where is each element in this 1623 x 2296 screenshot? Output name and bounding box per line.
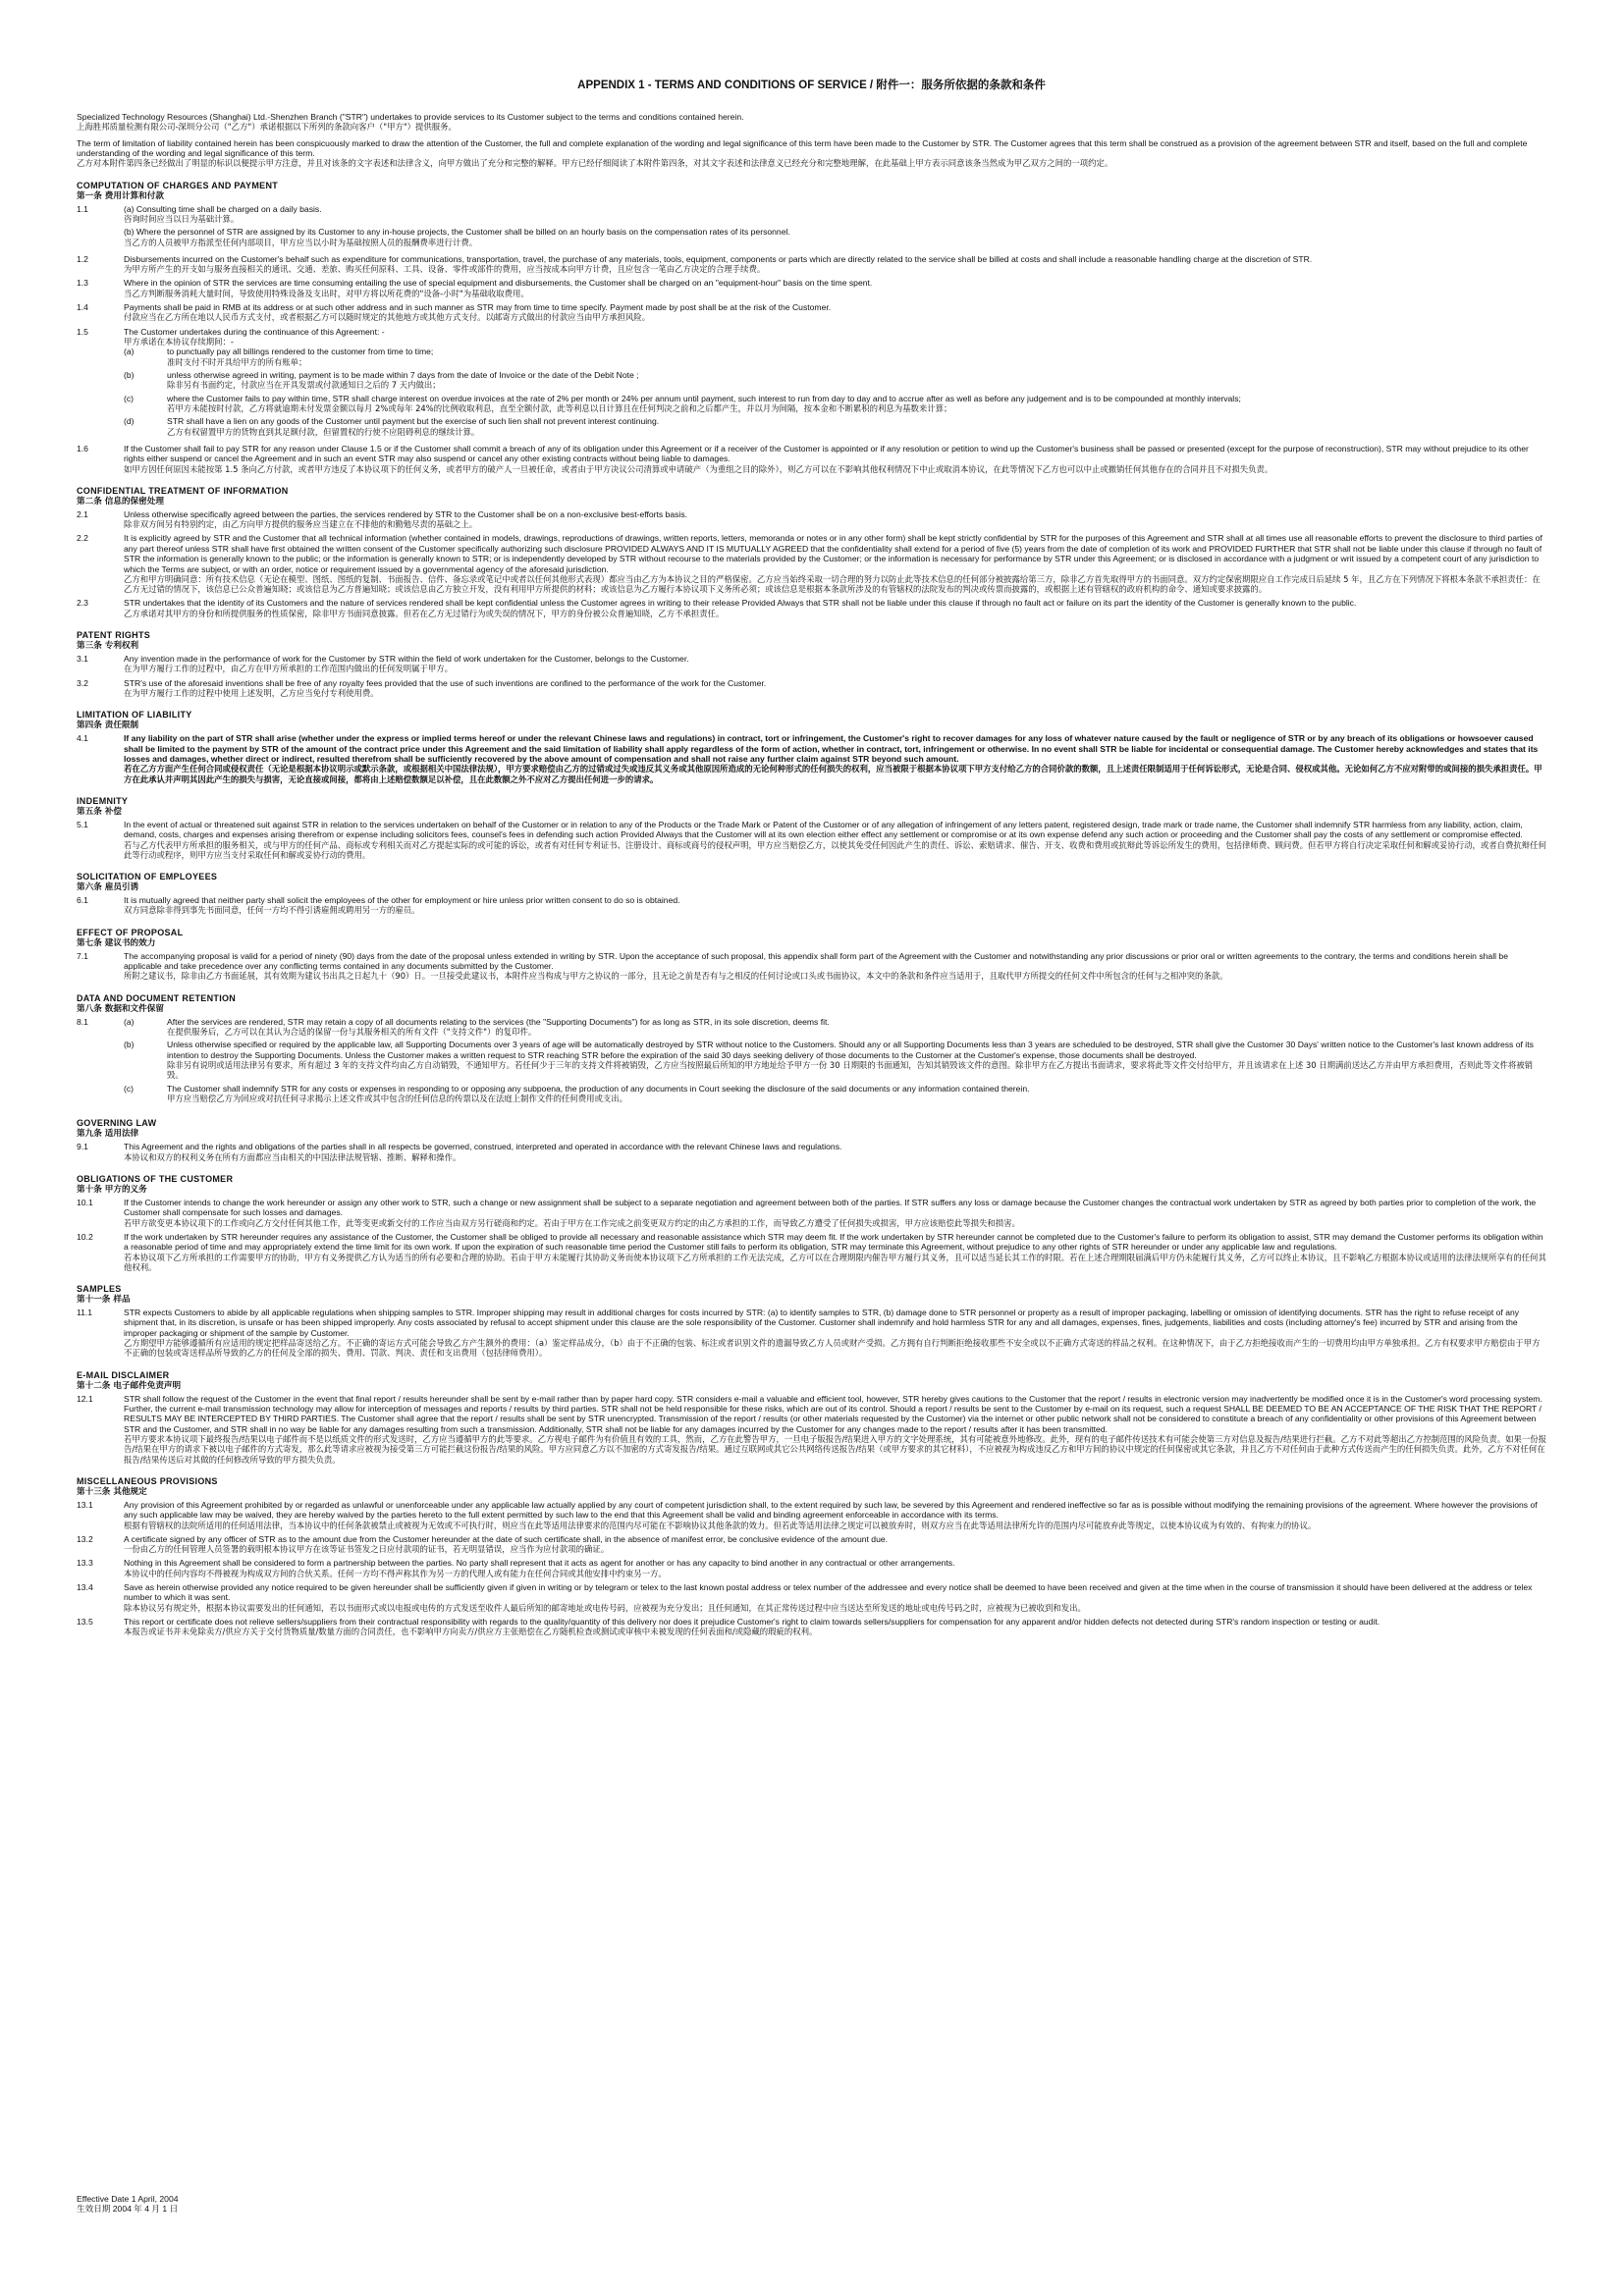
clause [77,1617,1546,1637]
clause-body [124,278,1546,298]
footer [77,2194,179,2215]
sub-clause-text: Unless otherwise specified or required by the applicable law, all Supporting Documents over 3 years of age will be automatically destroyed by STR without notice to the Customers. Should any or all Supporting Documents less than 3 years are scheduled to be destroyed, STR shall give the Customer 30 Days' written notice to the Customer's last known address of its intention to destroy the Supporting Documents. Unless the Customer makes a written request to STR reaching STR before the expiration of the said 30 days seeking delivery of those documents to the Customer at the Customer's expense, those documents shall be destroyed. [167,1040,1534,1060]
clause-text-zh: 乙方期望甲方能够遵循所有应适用的规定把样品寄送给乙方。不正确的寄运方式可能会导致乙方产生额外的费用：（a）鉴定样品成分，（b）由于不正确的包装、标注或者识别文件的遗漏导致乙方人员或财产受损。乙方拥有自行判断拒绝接收那些不安全或以不正确方式寄送的样品之权利。在这种情况下，由于乙方拒绝接收而产生的一切费用均由甲方单独承担。乙方有权要求甲方赔偿由于甲方不正确的包装或寄送样品所导致的乙方的任何及全部的损失、费用、罚款、判决、责任和支出费用（包括律师费用）。 [124,1338,1541,1359]
clause-text-zh: 根据有管辖权的法院所适用的任何适用法律，当本协议中的任何条款被禁止或被视为无效或不可执行时，则应当在此等适用法律要求的范围内尽可能在不影响协议其他条款的效力。但若此等适用法律之规定可以被放弃时，则双方应当在此等适用法律所允许的范围内尽可能放弃此等规定，以使本协议成为有效的、有拘束力的协议。 [124,1520,1317,1530]
clause-body [124,820,1546,860]
clause-text-zh: 为甲方所产生的开支如与服务直接相关的通讯、交通、差旅、购买任何原料、工具、设备、零件或部件的费用，应当按成本向甲方计费，且应包含一笔由乙方决定的合理手续费。 [124,264,766,275]
clause-body [124,1232,1546,1272]
sub-clause [124,1084,1546,1104]
clause-body [124,1617,1546,1637]
clause-body [124,302,1546,323]
clause-body [124,444,1546,474]
sub-clause-text: (b) Where the personnel of STR are assigned by its Customer to any in-house projects, the Customer shall be billed on an hourly basis on the compensation rates of its personnel. [124,227,790,238]
sub-clause-text-zh: 甲方应当赔偿乙方为回应或对抗任何寻求揭示上述文件或其中包含的任何信息的传票以及在法庭上制作文件的任何费用或支出。 [167,1093,627,1103]
section [77,710,1546,784]
clause-number: 2.2 [77,533,88,544]
sub-clause-label: (b) [124,369,135,380]
clause [77,1308,1546,1359]
clause-text: Unless otherwise specifically agreed between the parties, the services rendered by STR to the Customer shall be on a non-exclusive best-efforts basis. [124,508,688,519]
clause-text: STR undertakes that the identity of its Customers and the nature of services rendered shall be kept confidential unless the Customer agrees in writing to their release Provided Always that STR shall not be liable under this clause if through no fault act or failure on its part the identity of the Customer is generally known to the public. [124,598,1357,609]
clause-text: A certificate signed by any officer of STR as to the amount due from the Customer hereunder at the date of such certificate shall, in the absence of manifest error, be conclusive evidence of the amount due. [124,1533,889,1544]
clause-body [124,1534,1546,1555]
sub-clause-text: (a) Consulting time shall be charged on a daily basis. [124,203,322,214]
section [77,872,1546,916]
section [77,486,1546,618]
clause-text-zh: 双方同意除非得到事先书面同意，任何一方均不得引诱雇佣或聘用另一方的雇员。 [124,905,420,916]
clause [77,533,1546,594]
clause-text-zh: 乙方承诺对其甲方的身份和所提供服务的性质保密，除非甲方书面同意披露。但若在乙方无过错行为或失误的情况下，甲方的身份被公众普遍知晓，乙方不承担责任。 [124,608,725,618]
clause-text-zh: 所附之建议书，除非由乙方书面延展，其有效期为建议书出具之日起九十（90）日。一旦接受此建议书，本附件应当构成与甲方之协议的一部分，且无论之前是否有与之相反的任何讨论或口头或书面协议，本文中的条款和条件应当适用于，且取代甲方所提交的任何文件中所包含的任何与之相冲突的条款。 [124,971,1228,982]
sub-clause-text-zh: 乙方有权留置甲方的货物直到其足额付款，但留置权的行使不应阻碍利息的继续计算。 [167,426,480,437]
sub-clause [124,227,1546,247]
clause-text: The accompanying proposal is valid for a period of ninety (90) days from the date of the proposal unless extended in writing by STR. Upon the acceptance of such proposal, this appendix shall form part of the Agreement with the Customer and notwithstanding any prior discussions or prior oral or written agreements to the contrary, the terms and conditions herein shall be applicable and take precedence over any conflicting terms contained in any documents submitted by the Customer. [124,950,1508,972]
effective-date: Effective Date 1 April, 2004 [77,2194,179,2204]
clause-text-zh: 若甲方要求本协议项下最终报告/结果以电子邮件而不是以纸质文件的形式发送时，乙方应当遵循甲方的此等要求。乙方视电子邮件为有价值且有效的工具，然而，乙方在此警告甲方，一旦电子版报告/结果进入甲方的文字处理系统，其有可能被意外地修改。此外，现有的电子邮件传送技术有可能会使第三方对信息及报告/结果进行拦截。乙方不对此等超出乙方控制范围的风险负责。如果一份报告/结果在甲方的请求下被以电子邮件的方式寄发，那么此等请求应被视为接受第三方可能拦截这份报告/结果的风险。甲方应同意乙方以不加密的方式寄发报告/结果。通过互联网或其它公共网络传送报告/结果（或甲方要求的其它材料），不应被视为构成违反乙方和甲方间的协议中规定的任何保密或其它条款，并且乙方不对任何由于此种方式传送而产生的任何损失负责。此外，乙方不对任何在报告/结果传送后对其做的任何修改所导致的甲方损失负责。 [124,1434,1546,1465]
clause [77,895,1546,916]
section-heading-zh: 第八条 数据和文件保留 [77,1003,164,1014]
clause-text: STR shall follow the request of the Customer in the event that final report / results hereunder shall be sent by e-mail rather than by paper hard copy. STR considers e-mail a valuable and efficient tool, however, STR hereby gives cautions to the Customer that the report / results in electronic version may inadvertently be modified once it is in the Customer's word processing system. Further, the current e-mail transmission technology may allow for interception of messages and reports / results by third parties. STR shall not be held responsible for these risks, which are out of its control. Should a report / results be sent to the Customer by e-mail on its request, such a request SHALL BE DEEMED TO BE AN ACCEPTANCE OF THE RISK THAT THE REPORT / RESULTS MAY BE INTERCEPTED BY THIRD PARTIES. The Customer shall agree that the report / results shall be sent by STR unencrypted. Transmission of the report / results (or other materials requested by the Customer) via the internet or other public network shall not be considered to constitute a breach of any confidentiality or other provisions of this Agreement between STR and the Customer, and STR shall in no way be liable for any damages resulting from such a transmission. Additionally, STR shall not be liable for any damages incurred by the Customer for any changes made to the report / results after it has been transmitted. [124,1393,1542,1434]
sections [77,181,1546,1637]
sub-clause-body [124,227,1546,247]
clause-number: 3.2 [77,677,88,688]
clause-body [124,951,1546,982]
clause [77,1232,1546,1272]
clause-text: Payments shall be paid in RMB at its address or at such other address and in such manner as STR may from time to time specify. Payment made by post shall be at the risk of the Customer. [124,302,832,313]
clause-text-zh: 在为甲方履行工作的过程中使用上述发明，乙方应当免付专利使用费。 [124,688,379,698]
sub-clause-label: (a) [124,1016,135,1027]
clause-text: STR expects Customers to abide by all applicable regulations when shipping samples to STR. Improper shipping may result in additional charges for costs incurred by STR: (a) to identify samples to STR, (b) damage done to STR personnel or property as a result of improper packaging, labelling or omission of identifying documents. STR has the right to refuse receipt of any shipment that, in its discretion, is unsafe or has been shipped improperly. Any costs associated by refusal to accept shipment under this clause are the sole responsibility of the Customer. Customer shall indemnify and hold harmless STR for any and all damages, expenses, fines, judgements, liabilities and costs (including attorney's fee) incurred by STR and arising from the improper packaging or shipment of the sample by Customer. [124,1307,1520,1338]
intro-paragraph [77,112,1546,133]
clause-number: 13.1 [77,1499,93,1510]
clause-text-zh: 若与乙方代表甲方所承担的服务相关，或与甲方的任何产品、商标或专利相关而对乙方提起实际的或可能的诉讼，或者有对任何专利证书、注册设计、商标或商号的侵权声明，甲方应当赔偿乙方，以使其免受任何因此产生的责任、诉讼、索赔请求、催告、开支、收费和费用或抗辩此等诉讼所发生的费用，包括律师费、顾问费。但若甲方将自行决定采取任何和解或妥协行动，或者自费抗辩任何此等行动或程序，则甲方应当支付采取任何和解或妥协行动的费用。 [124,839,1546,860]
clause [77,654,1546,674]
sub-clause-text: STR shall have a lien on any goods of the Customer until payment but the exercise of such lien shall not prevent interest continuing. [167,416,660,427]
clause-number: 12.1 [77,1393,93,1404]
clause [77,1582,1546,1613]
clause-number: 1.6 [77,443,88,454]
clause-text: It is explicitly agreed by STR and the Customer that all technical information (whether contained in models, drawings, reproductions of drawings, written reports, letters, memoranda or notes or in any other form) shall be kept strictly confidential by STR for the purposes of this Agreement and STR shall at all times use all reasonable efforts to prevent the disclosure to third parties of any part thereof unless STR shall have first obtained the written consent of the Customer specifically authorizing such disclosure PROVIDED ALWAYS AND IT IS MUTUALLY AGREED that the confidentiality shall extend for a period of five (5) years from the date of completion of its work and PROVIDED FURTHER that STR shall not be liable under this clause if through no fault of STR the information is generally known to the public; or the information is generally known to STR; or is independently developed by STR without recourse to the materials provided by the Customer; or the information is necessary for performance by STR under this Agreement; or is disclosed in accordance with a judgment or writ issued by a competent court of any jurisdiction to which the Terms are subject, or with an order, notice or requirement issued by a governmental agency of the aforesaid jurisdiction. [124,533,1542,574]
clause-text: Where in the opinion of STR the services are time consuming entailing the use of special equipment and disbursements, the Customer shall be charged on an "equipment-hour" basis on the time spent. [124,278,873,289]
clause-text-zh: 付款应当在乙方所在地以人民币方式支付，或者根据乙方可以随时规定的其他地方或其他方式支付。以邮寄方式做出的付款应当由甲方承担风险。 [124,312,650,323]
section-heading: DATA AND DOCUMENT RETENTION [77,992,237,1003]
sub-clause-body [167,370,1546,391]
section-heading-zh: 第十二条 电子邮件免责声明 [77,1380,182,1391]
sub-clause-label: (c) [124,393,135,403]
section-heading: PATENT RIGHTS [77,629,151,640]
clause [77,1142,1546,1162]
sub-clause-label: (c) [124,1083,135,1094]
clause-number: 4.1 [77,733,88,744]
clause-text-zh: 乙方和甲方明确同意：所有技术信息（无论在模型、图纸、图纸的复制、书面报告、信件、备忘录或笔记中或者以任何其他形式表现）都应当由乙方为本协议之目的严格保密。乙方应当始终采取一切合理的努力以防止此等技术信息的任何部分被披露给第三方，除非乙方首先取得甲方的书面同意。双方约定保密期限应自工作完成日后延续 5 年，且乙方在下列情况下将根本条款不承担责任：在乙方无过错的情况下，该信息已公众普遍知晓；或该信息为乙方普遍知晓；或该信息由乙方独立开发，没有利用甲方所提供的材料；或该信息为乙方履行本协议项下义务所必须；或该信息是根据本条款所涉及的有管辖权的法院发布的判决或传票而披露的，或根据上述有管辖权的政府机构的命令、通知或要求披露的。 [124,573,1541,595]
effective-date-zh: 生效日期 2004 年 4 月 1 日 [77,2204,179,2215]
clause-number: 1.2 [77,253,88,264]
clause [77,598,1546,618]
sub-clause-text-zh: 当乙方的人员被甲方指派至任何内部项目，甲方应当以小时为基础按照人员的报酬费率进行计费。 [124,237,478,247]
sub-clause-text: The Customer shall indemnify STR for any costs or expenses in responding to or opposing any subpoena, the production of any documents in Court seeking the disclosure of the said documents or any information contained therein. [167,1083,1030,1094]
section-heading-zh: 第五条 补偿 [77,806,122,817]
sub-clause-label: (a) [124,347,135,357]
clause-text-zh: 如甲方因任何原因未能按第 1.5 条向乙方付款，或者甲方违反了本协议项下的任何义务，或者甲方的破产人一旦被任命，或者由于甲方决议公司清算或申请破产（为重组之目的除外），则乙方可以在不影响其他权利情况下中止或取消本协议，在此等情况下乙方也可以中止或撤销任何其他存在的合同并且不对损失负责。 [124,463,1273,474]
clause-text-zh: 若甲方欲变更本协议项下的工作或向乙方交付任何其他工作，此等变更或新交付的工作应当由双方另行磋商和约定。若由于甲方在工作完成之前变更双方约定的由乙方承担的工作，而导致乙方遭受了任何损失或损害，甲方应该赔偿此等损失和损害。 [124,1217,1020,1228]
sub-clause [124,204,1546,225]
intro-text: The term of limitation of liability contained herein has been conspicuously marked to draw the attention of the Customer, the full and complete explanation of the wording and legal significance of this term have been made to the Customer by STR. The Customer agrees that this term shall be construed as a provision of the agreement between STR and itself, based on the full and complete understanding of the wording and legal significance of this term. [77,137,1528,159]
clause-number: 2.1 [77,508,88,519]
sub-clause [124,370,1546,391]
sub-clause-text-zh: 准时支付不时开具给甲方的所有账单； [167,356,307,367]
clause-number: 13.3 [77,1558,93,1569]
section-heading-zh: 第四条 责任限制 [77,721,139,731]
clause-number: 10.1 [77,1197,93,1207]
clause-body [124,1198,1546,1228]
clause-body [124,204,1546,250]
section-heading: E-MAIL DISCLAIMER [77,1369,170,1380]
clause-text-zh: 在为甲方履行工作的过程中，由乙方在甲方所承担的工作范围内做出的任何发明属于甲方。 [124,664,453,674]
clause-text-zh: 一份由乙方的任何管理人员签署的载明根本协议甲方在该等证书签发之日应付款项的证书，若无明显错误，应当作为应付款项的确证。 [124,1544,610,1555]
section-heading-zh: 第十三条 其他规定 [77,1486,147,1497]
clause-body [124,1308,1546,1359]
clause-number: 1.3 [77,278,88,289]
sub-clause-body [167,1040,1546,1080]
clause-text-zh: 若本协议项下乙方所承担的工作需要甲方的协助，甲方有义务提供乙方认为适当的所有必要和合理的协助。若由于甲方未能履行其协助义务而使本协议项下乙方所承担的工作无法完成，乙方可以在合理期限内催告甲方履行其义务，且可以适当延长其工作的时限。若在上述合理期限届满后甲方仍未能履行其义务，乙方可以终止本协议，且不影响乙方根据本协议或适用的法律法规所享有的任何其他权利。 [124,1252,1546,1272]
section-heading-zh: 第九条 适用法律 [77,1129,139,1140]
clause-text: Save as herein otherwise provided any notice required to be given hereunder shall be sufficiently given if given in writing or by telegram or telex to the last known postal address or telex number of the addressee and every notice shall be deemed to have been received and given at the time when in the course of transmission it should have been delivered at the address or telex number to which it was sent. [124,1582,1533,1603]
sub-clause-body [167,347,1546,367]
clause-text-zh: 本协议中的任何内容均不得被视为构成双方间的合伙关系。任何一方均不得声称其作为另一方的代理人或有能力在任何合同或其他安排中约束另一方。 [124,1568,667,1578]
document-title: APPENDIX 1 - TERMS AND CONDITIONS OF SERVICE / 附件一：服务所依据的条款和条件 [577,80,1046,91]
section-heading-zh: 第一条 费用计算和付款 [77,190,164,201]
clause-number: 3.1 [77,653,88,664]
section-heading: INDEMNITY [77,795,129,806]
clause-text-zh: 当乙方判断服务消耗大量时间，导致使用特殊设备及支出时，对甲方将以所花费的"设备-小时"为基础收取费用。 [124,288,529,298]
clause [77,1198,1546,1228]
clause-text: It is mutually agreed that neither party shall solicit the employees of the other for employment or hire unless prior written consent to do so is obtained. [124,895,680,906]
clause [77,444,1546,474]
section-heading: EFFECT OF PROPOSAL [77,927,184,937]
clause-text: If the work undertaken by STR hereunder requires any assistance of the Customer, the Customer shall be obliged to provide all necessary and reasonable assistance which STR may deem fit. If the work undertaken by STR hereunder cannot be completed due to the Customer's failure to perform its obligation to assist, STR may demand the Customer performs its obligation within a reasonable period of time and may appropriately extend the time limit for its own work. If upon the expiration of such reasonable time period the Customer still fails to perform its obligation, STR may terminate this Agreement, without prejudice to any other rights of STR hereunder or under any applicable law and regulations. [124,1231,1543,1253]
clause-body [124,1582,1546,1613]
section [77,1118,1546,1162]
section-heading: COMPUTATION OF CHARGES AND PAYMENT [77,180,279,190]
section [77,630,1546,698]
sub-clause [124,347,1546,367]
clause [77,820,1546,860]
clause-number: 13.2 [77,1533,93,1544]
intro [77,112,1546,169]
sub-clause-text: unless otherwise agreed in writing, payment is to be made within 7 days from the date of Invoice or the date of the Debit Note ; [167,369,639,380]
document-page [77,77,1546,2236]
clause [77,509,1546,530]
clause [77,1558,1546,1578]
sub-clause-body [124,204,1546,225]
clause-text: If any liability on the part of STR shall arise (whether under the express or implied terms hereof or under the relevant Chinese laws and regulations) in contract, tort or infringement, the Customer's right to recover damages for any loss of whatever nature caused by the fault or negligence of STR or by any breach of its obligations or howsoever caused shall be limited to the payment by STR of the amount of the contract price under this Agreement and the said limitation of liability shall apply regardless of the form of action, whether in contract, tort, infringement or otherwise. In no event shall STR be liable for incidental or consequential damage. The Customer hereby acknowledges and states that its losses and damages, whether direct or indirect, resulted therefrom shall be sufficiently recovered by the above amount of compensation and shall not raise any further claim against STR beyond such amount. [124,733,1539,765]
clause-text: This report or certificate does not relieve sellers/suppliers from their contractual responsibility with regards to the quality/quantity of this delivery nor does it prejudice Customer's right to claim towards sellers/suppliers for compensation for any apparent and/or hidden defects not detected during STR's random inspection or testing or audit. [124,1617,1380,1628]
clause-number: 9.1 [77,1142,88,1152]
clause [77,254,1546,275]
clause-text-zh: 除非双方间另有特别约定，由乙方向甲方提供的服务应当建立在不排他的和勤勉尽责的基础之上。 [124,519,478,530]
clause-number: 13.4 [77,1582,93,1593]
sub-clause-body [167,416,1546,437]
intro-text-zh: 乙方对本附件第四条已经做出了明显的标识以便提示甲方注意，并且对该条的文字表述和法律含义，向甲方做出了充分和完整的解释。甲方已经仔细阅读了本附件第四条，对其文字表述和法律意义已经充分和完整地理解，在此基础上甲方表示同意该条当然成为甲乙双方之间的一项约定。 [77,158,1113,169]
clause-body [124,1142,1546,1162]
section-heading-zh: 第十一条 样品 [77,1294,131,1305]
section [77,796,1546,860]
clause-number: 11.1 [77,1307,93,1317]
clause-number: 13.5 [77,1617,93,1628]
clause-number: 8.1 [77,1016,88,1027]
clause-number: 6.1 [77,895,88,906]
clause-body [124,654,1546,674]
clause-text: If the Customer shall fail to pay STR for any reason under Clause 1.5 or if the Customer shall commit a breach of any of its obligation under this Agreement or if a receiver of the Customer is appointed or if any resolution or petition to wind up the Customer's business shall be passed or presented (except for the purpose of reconstruction), STR may without prejudice to its other rights either suspend or cancel the Agreement and in such an event STR may also suspend or cancel any other existing contracts without being liable to damages. [124,443,1529,464]
clause [77,951,1546,982]
clause [77,733,1546,784]
sub-clause-label: (b) [124,1040,135,1050]
clause-text-zh: 除本协议另有规定外，根据本协议需要发出的任何通知，若以书面形式或以电报或电传的方式发送至收件人最后所知的邮寄地址或电传号码，应被视为充分发出；且任何通知，在其正常传送过程中应当送达至所发送的地址或电传号码之时，应被视为已被收到和发出。 [124,1602,1086,1613]
sub-clause-body [167,1084,1546,1104]
sub-clause-text: After the services are rendered, STR may retain a copy of all documents relating to the services (the "Supporting Documents") for as long as STR, in its sole discretion, deems fit. [167,1016,830,1027]
clause-body [124,733,1546,784]
clause-body [124,533,1546,594]
section [77,1476,1546,1637]
clause-text: STR's use of the aforesaid inventions shall be free of any royalty fees provided that the use of such inventions are confined to the performance of the work for the Customer. [124,677,767,688]
clause-number: 1.1 [77,203,88,214]
clause-body [124,678,1546,699]
intro-paragraph [77,138,1546,169]
clause-text: The Customer undertakes during the continuance of this Agreement: - [124,326,385,337]
sub-clause [124,1017,1546,1038]
sub-clause-text-zh: 除非另有书面约定，付款应当在开具发票或付款通知日之后的 7 天内做出； [167,380,441,391]
clause-number: 7.1 [77,950,88,961]
clause-body [124,327,1546,440]
intro-text: Specialized Technology Resources (Shanghai) Ltd.-Shenzhen Branch ("STR") undertakes to provide services to its Customer subject to the terms and conditions contained herein. [77,112,744,122]
sub-clause-text-zh: 在提供服务后，乙方可以在其认为合适的保留一份与其服务相关的所有文件（"支持文件"）的复印件。 [167,1027,537,1038]
sub-clause-text-zh: 若甲方未能按时付款，乙方将就逾期未付发票金额以每月 2%或每年 24%的比例收取利息，直至全额付款，此等利息以日计算且在任何判决之前和之后都产生，并以月为间隔，按本金和不断累积的利息为基数来计算； [167,402,952,413]
section [77,928,1546,982]
clause [77,678,1546,699]
clause-text: Disbursements incurred on the Customer's behalf such as expenditure for communications, transportation, travel, the purchase of any materials, tools, equipment, components or parts which are directly related to the service shall be billed at costs and shall include a reasonable handling charge at the discretion of STR. [124,253,1313,264]
clause [77,1534,1546,1555]
sub-clause [124,1040,1546,1080]
clause-number: 1.5 [77,326,88,337]
sub-clause-text-zh: 咨询时间应当以日为基础计算。 [124,214,240,225]
clause-body [124,1558,1546,1578]
section-heading: OBLIGATIONS OF THE CUSTOMER [77,1173,234,1184]
clause-body [124,1394,1546,1465]
clause [77,1500,1546,1530]
clause-number: 1.4 [77,302,88,313]
clause [77,278,1546,298]
section [77,1370,1546,1465]
clause-number: 10.2 [77,1231,93,1242]
clause-text-zh: 若在乙方方面产生任何合同或侵权责任（无论是根据本协议明示或默示条款，或根据相关中国法律法规），甲方要求赔偿由乙方的过错或过失或违反其义务或其他原因所造成的无论何种形式的任何损失的权利，应当被限于根据本协议项下甲方支付给乙方的合同价款的数额，且上述责任限制适用于任何诉讼形式，无论是合同、侵权或其他。无论如何乙方不应对附带的或间接的损失承担责任。甲方在此承认并声明其因此产生的损失与损害，无论直接或间接，都将由上述赔偿数额足以补偿，且在此数额之外不应对乙方提出任何进一步的请求。 [124,764,1542,784]
intro-text-zh: 上海胜邦质量检测有限公司-深圳分公司（"乙方"）承诺根据以下所列的条款向客户（"甲方"）提供服务。 [77,122,457,133]
clause-text-zh: 甲方承诺在本协议存续期间：- [124,337,234,347]
clause [77,302,1546,323]
clause-body [124,509,1546,530]
section-heading: GOVERNING LAW [77,1118,157,1129]
section-heading: CONFIDENTIAL TREATMENT OF INFORMATION [77,485,289,496]
clause-number: 5.1 [77,819,88,829]
clause-body [124,1500,1546,1530]
section-heading-zh: 第七条 建议书的效力 [77,937,156,948]
section-heading: LIMITATION OF LIABILITY [77,710,192,721]
section-heading: SAMPLES [77,1283,122,1294]
sub-clause-label: (d) [124,416,135,427]
clause [77,327,1546,440]
section [77,1284,1546,1359]
section [77,181,1546,474]
clause [77,1394,1546,1465]
sub-clause [124,416,1546,437]
clause-number: 2.3 [77,598,88,609]
clause [77,1017,1546,1106]
clause-body [124,1017,1546,1106]
clause-body [124,895,1546,916]
clause-text: In the event of actual or threatened suit against STR in relation to the services undertaken on behalf of the Customer or in relation to any of the Products or the Trade Mark or Patent of the Customer or of any allegation of infringement of any letters patent, registered design, trade mark or trade name, the Customer shall indemnify STR harmless from any liability, action, claim, demand, costs, charges and expenses arising therefrom or expense including solicitors fees, counsel's fees in defending such action Provided Always that the Customer will at its own election either effect any settlement or compromise or at its own expense defend any such action or proceeding and the Customer shall pay the costs of any settlement or compromise effected. [124,819,1523,840]
sub-clause-text-zh: 除非另有说明或适用法律另有要求，所有超过 3 年的支持文件均由乙方自动销毁，不通知甲方。若任何少于三年的支持文件将被销毁，乙方应当按照最后所知的甲方地址给予甲方一份 30 日期限的书面通知，告知其销毁该文件的意图。除非甲方在乙方提出书面请求，要求将此等文件交付给甲方，并且该请求在上述 30 日期满前送达乙方并由甲方承担费用，否则此等文件将被销毁。 [167,1060,1533,1081]
section-heading-zh: 第二条 信息的保密处理 [77,496,164,507]
section [77,1174,1546,1272]
clause-text: Any invention made in the performance of work for the Customer by STR within the field of work undertaken for the Customer, belongs to the Customer. [124,653,689,664]
sub-clause-text: where the Customer fails to pay within time, STR shall charge interest on overdue invoices at the rate of 2% per month or 24% per annum until payment, such interest to run from day to day and to accrue after as well as before any judgement and is to be compounded at monthly intervals; [167,393,1241,403]
clause [77,204,1546,250]
sub-clause-body [167,1017,1546,1038]
section-heading-zh: 第十条 甲方的义务 [77,1184,147,1195]
clause-text-zh: 本报告或证书并未免除卖方/供应方关于交付货物质量/数量方面的合同责任，也不影响甲方向卖方/供应方主张赔偿在乙方随机检查或测试或审核中未被发现的任何表面和/或隐藏的瑕疵的权利。 [124,1627,818,1637]
clause-body [124,254,1546,275]
section-heading-zh: 第六条 雇员引诱 [77,882,139,893]
sub-clause-body [167,394,1546,414]
clause-text: If the Customer intends to change the work hereunder or assign any other work to STR, such a change or new assignment shall be subject to a separate negotiation and agreement between both of the parties. If STR suffers any loss or damage because the Customer changes the contractual work undertaken by STR as agreed by both parties prior to completion of the work, the Customer shall compensate for such losses and damages. [124,1197,1537,1218]
clause-text: Any provision of this Agreement prohibited by or regarded as unlawful or unenforceable under any applicable law actually applied by any court of competent jurisdiction shall, to the extent required by such law, be severed by this Agreement and rendered ineffective so far as is possible without modifying the remaining provisions of the agreement. Where however the provisions of any such applicable law may be waived, they are hereby waived by the parties hereto to the full extent permitted by such law to the end that this Agreement shall be valid and binding agreement enforceable in accordance with its terms. [124,1499,1538,1521]
section-heading: MISCELLANEOUS PROVISIONS [77,1475,218,1486]
clause-text: This Agreement and the rights and obligations of the parties shall in all respects be governed, construed, interpreted and operated in accordance with the relevant Chinese laws and regulations. [124,1142,842,1152]
sub-clause [124,394,1546,414]
clause-text: Nothing in this Agreement shall be considered to form a partnership between the parties. No party shall represent that it acts as agent for another or has any capacity to bind another in any contractual or other arrangements. [124,1558,955,1569]
section [77,993,1546,1106]
clause-body [124,598,1546,618]
section-heading: SOLICITATION OF EMPLOYEES [77,872,218,882]
clause-text-zh: 本协议和双方的权利义务在所有方面都应当由相关的中国法律法规管辖、推断、解释和操作。 [124,1151,461,1162]
section-heading-zh: 第三条 专利权利 [77,640,139,651]
sub-clause-text: to punctually pay all billings rendered to the customer from time to time; [167,347,434,357]
